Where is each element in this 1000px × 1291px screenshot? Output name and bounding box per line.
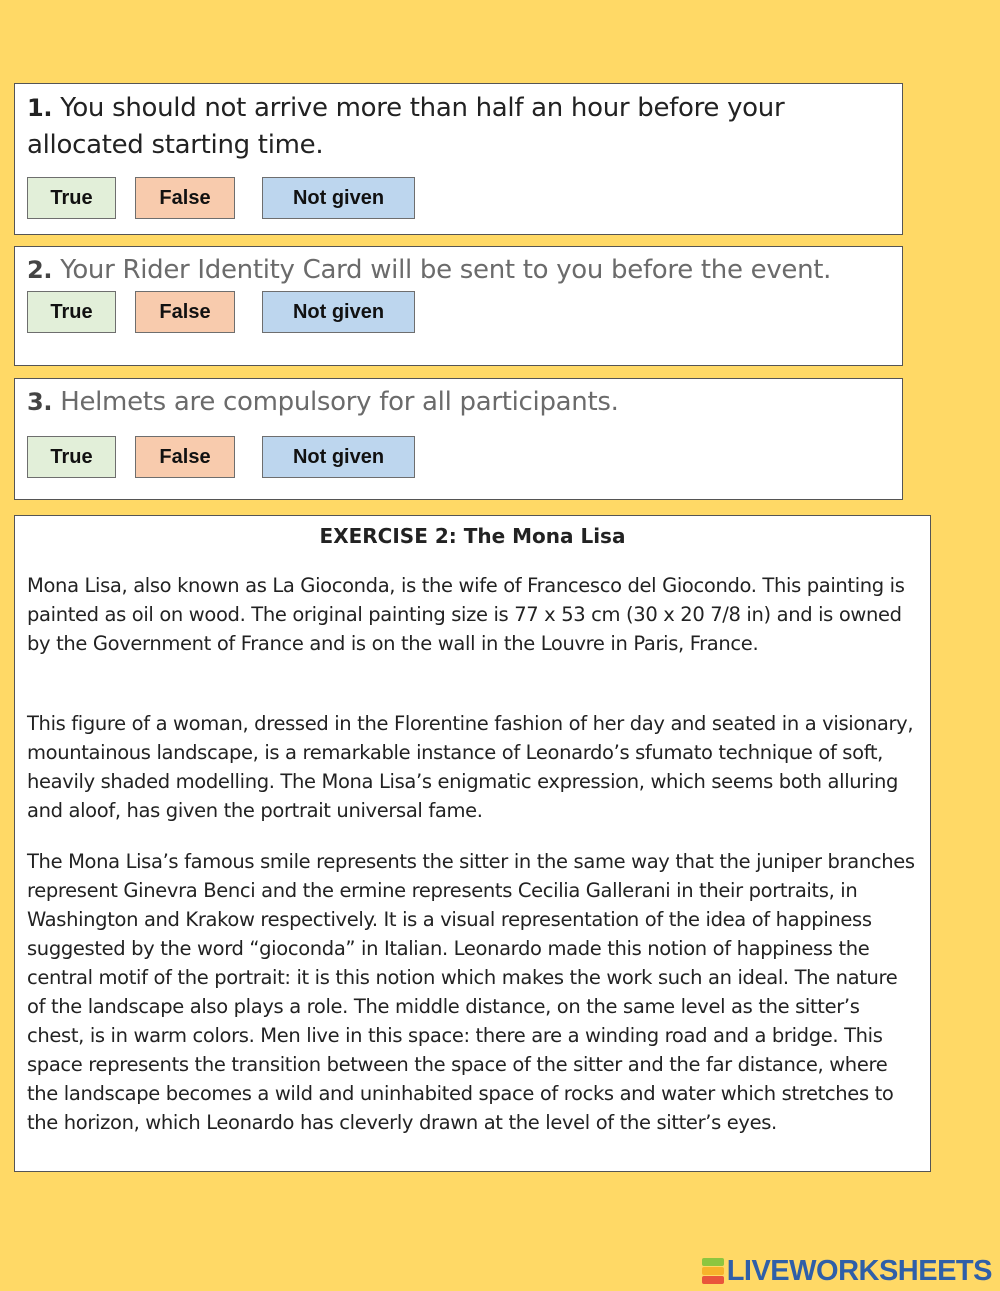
question-2-statement: Your Rider Identity Card will be sent to you before the event. (60, 255, 832, 285)
question-1-text (27, 90, 890, 164)
question-3-text (27, 384, 890, 421)
question-3-card (14, 378, 903, 500)
logo-text: LIVEWORKSHEETS (726, 1254, 992, 1287)
question-3-number: 3. (27, 388, 53, 416)
question-2-text (27, 252, 890, 289)
question-2-not-given-option[interactable]: Not given (262, 291, 415, 333)
passage-paragraph-3: The Mona Lisa’s famous smile represents the sitter in the same way that the juniper branches represent Ginevra Benci and the ermine represents Cecilia Gallerani in their portraits, in Washington and Krakow respectively. It is a visual representation of the idea of happiness suggested by the word “gioconda” in Italian. Leonardo made this notion of happiness the central motif of the portrait: it is this notion which makes the work such an ideal. The nature of the landscape also plays a role. The middle distance, on the same level as the sitter’s chest, is in warm colors. Men live in this space: there are a winding road and a bridge. This space represents the transition between the space of the sitter and the far distance, where the landscape becomes a wild and uninhabited space of rocks and water which stretches to the horizon, which Leonardo has cleverly drawn at the level of the sitter’s eyes. (27, 850, 915, 1134)
question-1-number: 1. (27, 94, 53, 122)
question-2-true-option[interactable]: True (27, 291, 116, 333)
liveworksheets-logo-icon (702, 1258, 724, 1284)
exercise-title: EXERCISE 2: The Mona Lisa (319, 524, 626, 548)
passage-paragraph-2: This figure of a woman, dressed in the Florentine fashion of her day and seated in a visionary, mountainous landscape, is a remarkable instance of Leonardo’s sfumato technique of soft, heavily shaded modelling. The Mona Lisa’s enigmatic expression, which seems both alluring and aloof, has given the portrait universal fame. (27, 712, 914, 822)
question-3-statement: Helmets are compulsory for all participants. (60, 387, 619, 417)
question-3-not-given-option[interactable]: Not given (262, 436, 415, 478)
question-1-false-option[interactable]: False (135, 177, 235, 219)
question-2-card (14, 246, 903, 366)
question-1-true-option[interactable]: True (27, 177, 116, 219)
question-1-not-given-option[interactable]: Not given (262, 177, 415, 219)
passage-paragraph-1: Mona Lisa, also known as La Gioconda, is the wife of Francesco del Giocondo. This painting is painted as oil on wood. The original painting size is 77 x 53 cm (30 x 20 7/8 in) and is owned by the Government of France and is on the wall in the Louvre in Paris, France. (27, 574, 905, 655)
question-3-false-option[interactable]: False (135, 436, 235, 478)
question-2-false-option[interactable]: False (135, 291, 235, 333)
question-1-statement: You should not arrive more than half an hour before your allocated starting time. (27, 93, 785, 160)
question-3-true-option[interactable]: True (27, 436, 116, 478)
question-1-card (14, 83, 903, 235)
question-2-number: 2. (27, 256, 53, 284)
liveworksheets-logo (702, 1254, 992, 1288)
exercise-2-passage (14, 515, 931, 1172)
